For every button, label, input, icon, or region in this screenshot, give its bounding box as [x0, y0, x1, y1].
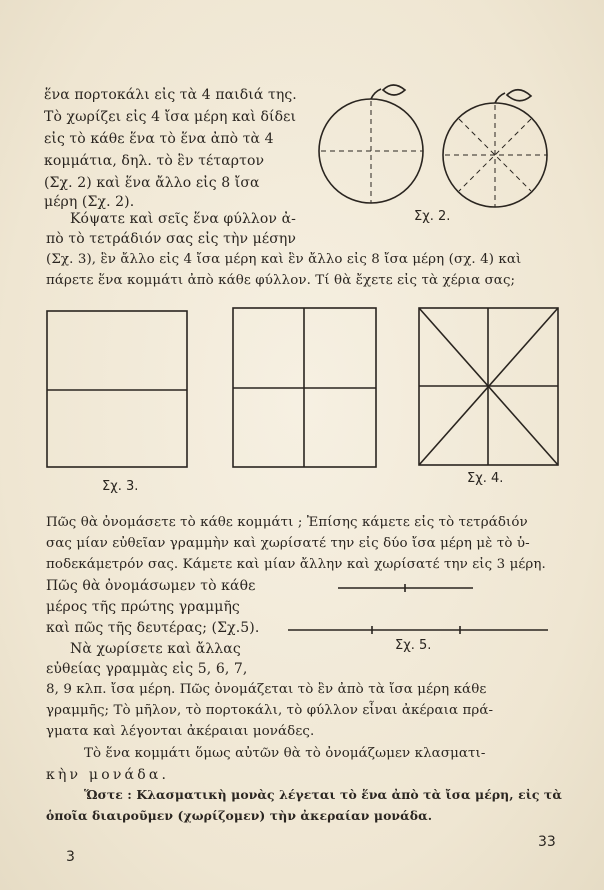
caption-fig4: Σχ. 4.: [467, 471, 504, 486]
text-line: (Σχ. 2) καὶ ἕνα ἄλλο εἰς 8 ἴσα: [44, 175, 260, 191]
text-line: Νὰ χωρίσετε καὶ ἄλλας: [70, 641, 241, 657]
text-line: Πῶς θὰ ὀνομάσωμεν τὸ κάθε: [46, 578, 256, 594]
page-number-left: 3: [66, 849, 75, 865]
text-line: ἕνα πορτοκάλι εἰς τὰ 4 παιδιά της.: [44, 87, 297, 103]
text-line: γραμμῆς; Τὸ μῆλον, τὸ πορτοκάλι, τὸ φύλλον εἶναι ἀκέραια πρά-: [46, 703, 494, 718]
text-line: κὴν μονάδα.: [46, 767, 170, 783]
text-line: μέρη (Σχ. 2).: [44, 194, 135, 210]
text-line: Τὸ ἕνα κομμάτι ὅμως αὐτῶν θὰ τὸ ὀνομάζωμεν κλασματι-: [84, 746, 486, 761]
text-line: Πῶς θὰ ὀνομάσετε τὸ κάθε κομμάτι ; Ἐπίσης κάμετε εἰς τὸ τετράδιόν: [46, 515, 528, 530]
text-line: Τὸ χωρίζει εἰς 4 ἴσα μέρη καὶ δίδει: [44, 109, 297, 125]
caption-fig3: Σχ. 3.: [102, 479, 139, 494]
caption-fig5: Σχ. 5.: [395, 638, 432, 653]
text-line: πάρετε ἕνα κομμάτι ἀπὸ κάθε φύλλον. Τί θὰ ἔχετε εἰς τὰ χέρια σας;: [46, 273, 516, 288]
text-line: καὶ πῶς τῆς δευτέρας; (Σχ.5).: [46, 620, 260, 636]
text-line: (Σχ. 3), ἓν ἄλλο εἰς 4 ἴσα μέρη καὶ ἓν ἄλλο εἰς 8 ἴσα μέρη (σχ. 4) καὶ: [46, 252, 522, 267]
caption-fig2: Σχ. 2.: [414, 209, 451, 224]
definition-line: ὁποῖα διαιροῦμεν (χωρίζομεν) τὴν ἀκεραίαν μονάδα.: [46, 808, 433, 823]
text-line: ποδεκάμετρόν σας. Κάμετε καὶ μίαν ἄλλην καὶ χωρίσατέ την εἰς 3 μέρη.: [46, 557, 546, 572]
text-line: εὐθείας γραμμὰς εἰς 5, 6, 7,: [46, 661, 248, 677]
text-line: μέρος τῆς πρώτης γραμμῆς: [46, 599, 240, 615]
definition-line: Ὥστε : Κλασματικὴ μονὰς λέγεται τὸ ἕνα ἀπὸ τὰ ἴσα μέρη, εἰς τὰ: [84, 787, 562, 802]
text-line: εἰς τὸ κάθε ἕνα τὸ ἕνα ἀπὸ τὰ 4: [44, 131, 274, 147]
text-line: πὸ τὸ τετράδιόν σας εἰς τὴν μέσην: [46, 231, 296, 247]
text-line: 8, 9 κλπ. ἴσα μέρη. Πῶς ὀνομάζεται τὸ ἓν ἀπὸ τὰ ἴσα μέρη κάθε: [46, 682, 487, 697]
text-line: γματα καὶ λέγονται ἀκέραιαι μονάδες.: [46, 724, 315, 739]
text-line: κομμάτια, δηλ. τὸ ἓν τέταρτον: [44, 153, 265, 169]
text-line: Κόψατε καὶ σεῖς ἕνα φύλλον ἀ-: [70, 211, 296, 227]
page-number-right: 33: [538, 834, 556, 850]
text-line: σας μίαν εὐθεῖαν γραμμὴν καὶ χωρίσατέ την εἰς δύο ἴσα μέρη μὲ τὸ ὑ-: [46, 536, 530, 551]
